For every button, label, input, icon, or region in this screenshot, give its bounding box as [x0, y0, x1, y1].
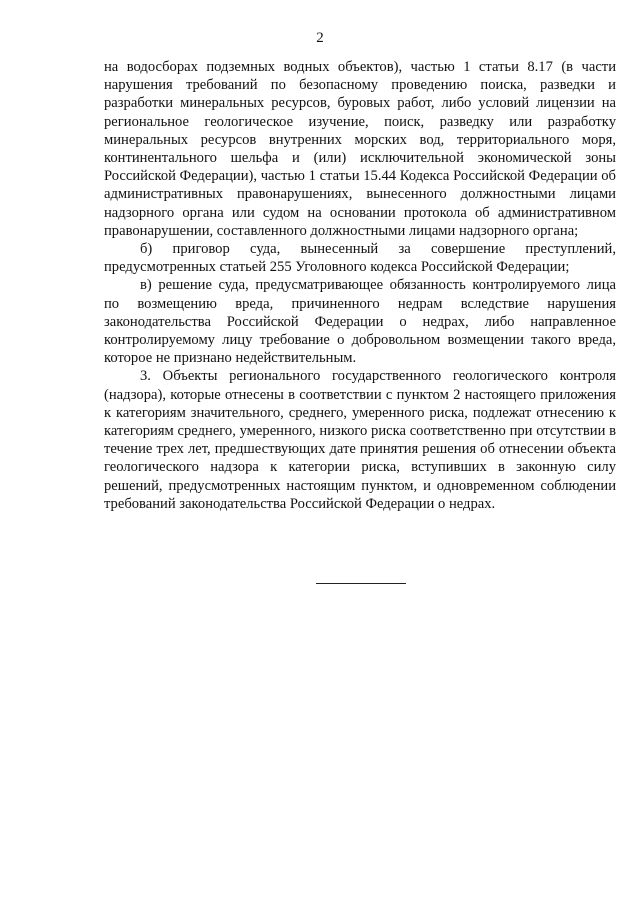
paragraph-point-3: 3. Объекты регионального государственного геологического контроля (надзора), которые отнесены в соответствии с пунктом 2 настоящего приложения к категориям значительного, среднего, умеренного риска, подлежат отнесению к категориям среднего, умеренного, низкого риска соответственно при отсутствии в течение трех лет, предшествующих дате принятия решения об отнесении объекта геологического надзора к категории риска, вступивших в законную силу решений, предусмотренных настоящим пунктом, и одновременном соблюдении требований законодательства Российской Федерации о недрах.: [104, 368, 616, 512]
paragraph-continuation: на водосборах подземных водных объектов), частью 1 статьи 8.17 (в части нарушения требований по безопасному проведению поиска, разведки и разработки минеральных ресурсов, буровых работ, либо условий лицензии на региональное геологическое изучение, поиск, разведку или разработку минеральных ресурсов внутренних морских вод, территориального моря, континентального шельфа и (или) исключительной экономической зоны Российской Федерации), частью 1 статьи 15.44 Кодекса Российской Федерации об административных правонарушениях, вынесенного должностными лицами надзорного органа или судом на основании протокола об административном правонарушении, составленного должностными лицами надзорного органа;: [104, 59, 616, 239]
paragraph-item-v: в) решение суда, предусматривающее обязанность контролируемого лица по возмещению вреда, причиненного недрам вследствие нарушения законодательства Российской Федерации о недрах, либо направленное контролируемому лицу требование о добровольном возмещении такого вреда, которое не признано недействительным.: [104, 277, 616, 367]
document-body: [104, 58, 616, 513]
paragraph-item-b: б) приговор суда, вынесенный за совершение преступлений, предусмотренных статьей 255 Уголовного кодекса Российской Федерации;: [104, 241, 616, 276]
page-number: 2: [316, 30, 324, 46]
end-divider-line: [316, 583, 406, 584]
